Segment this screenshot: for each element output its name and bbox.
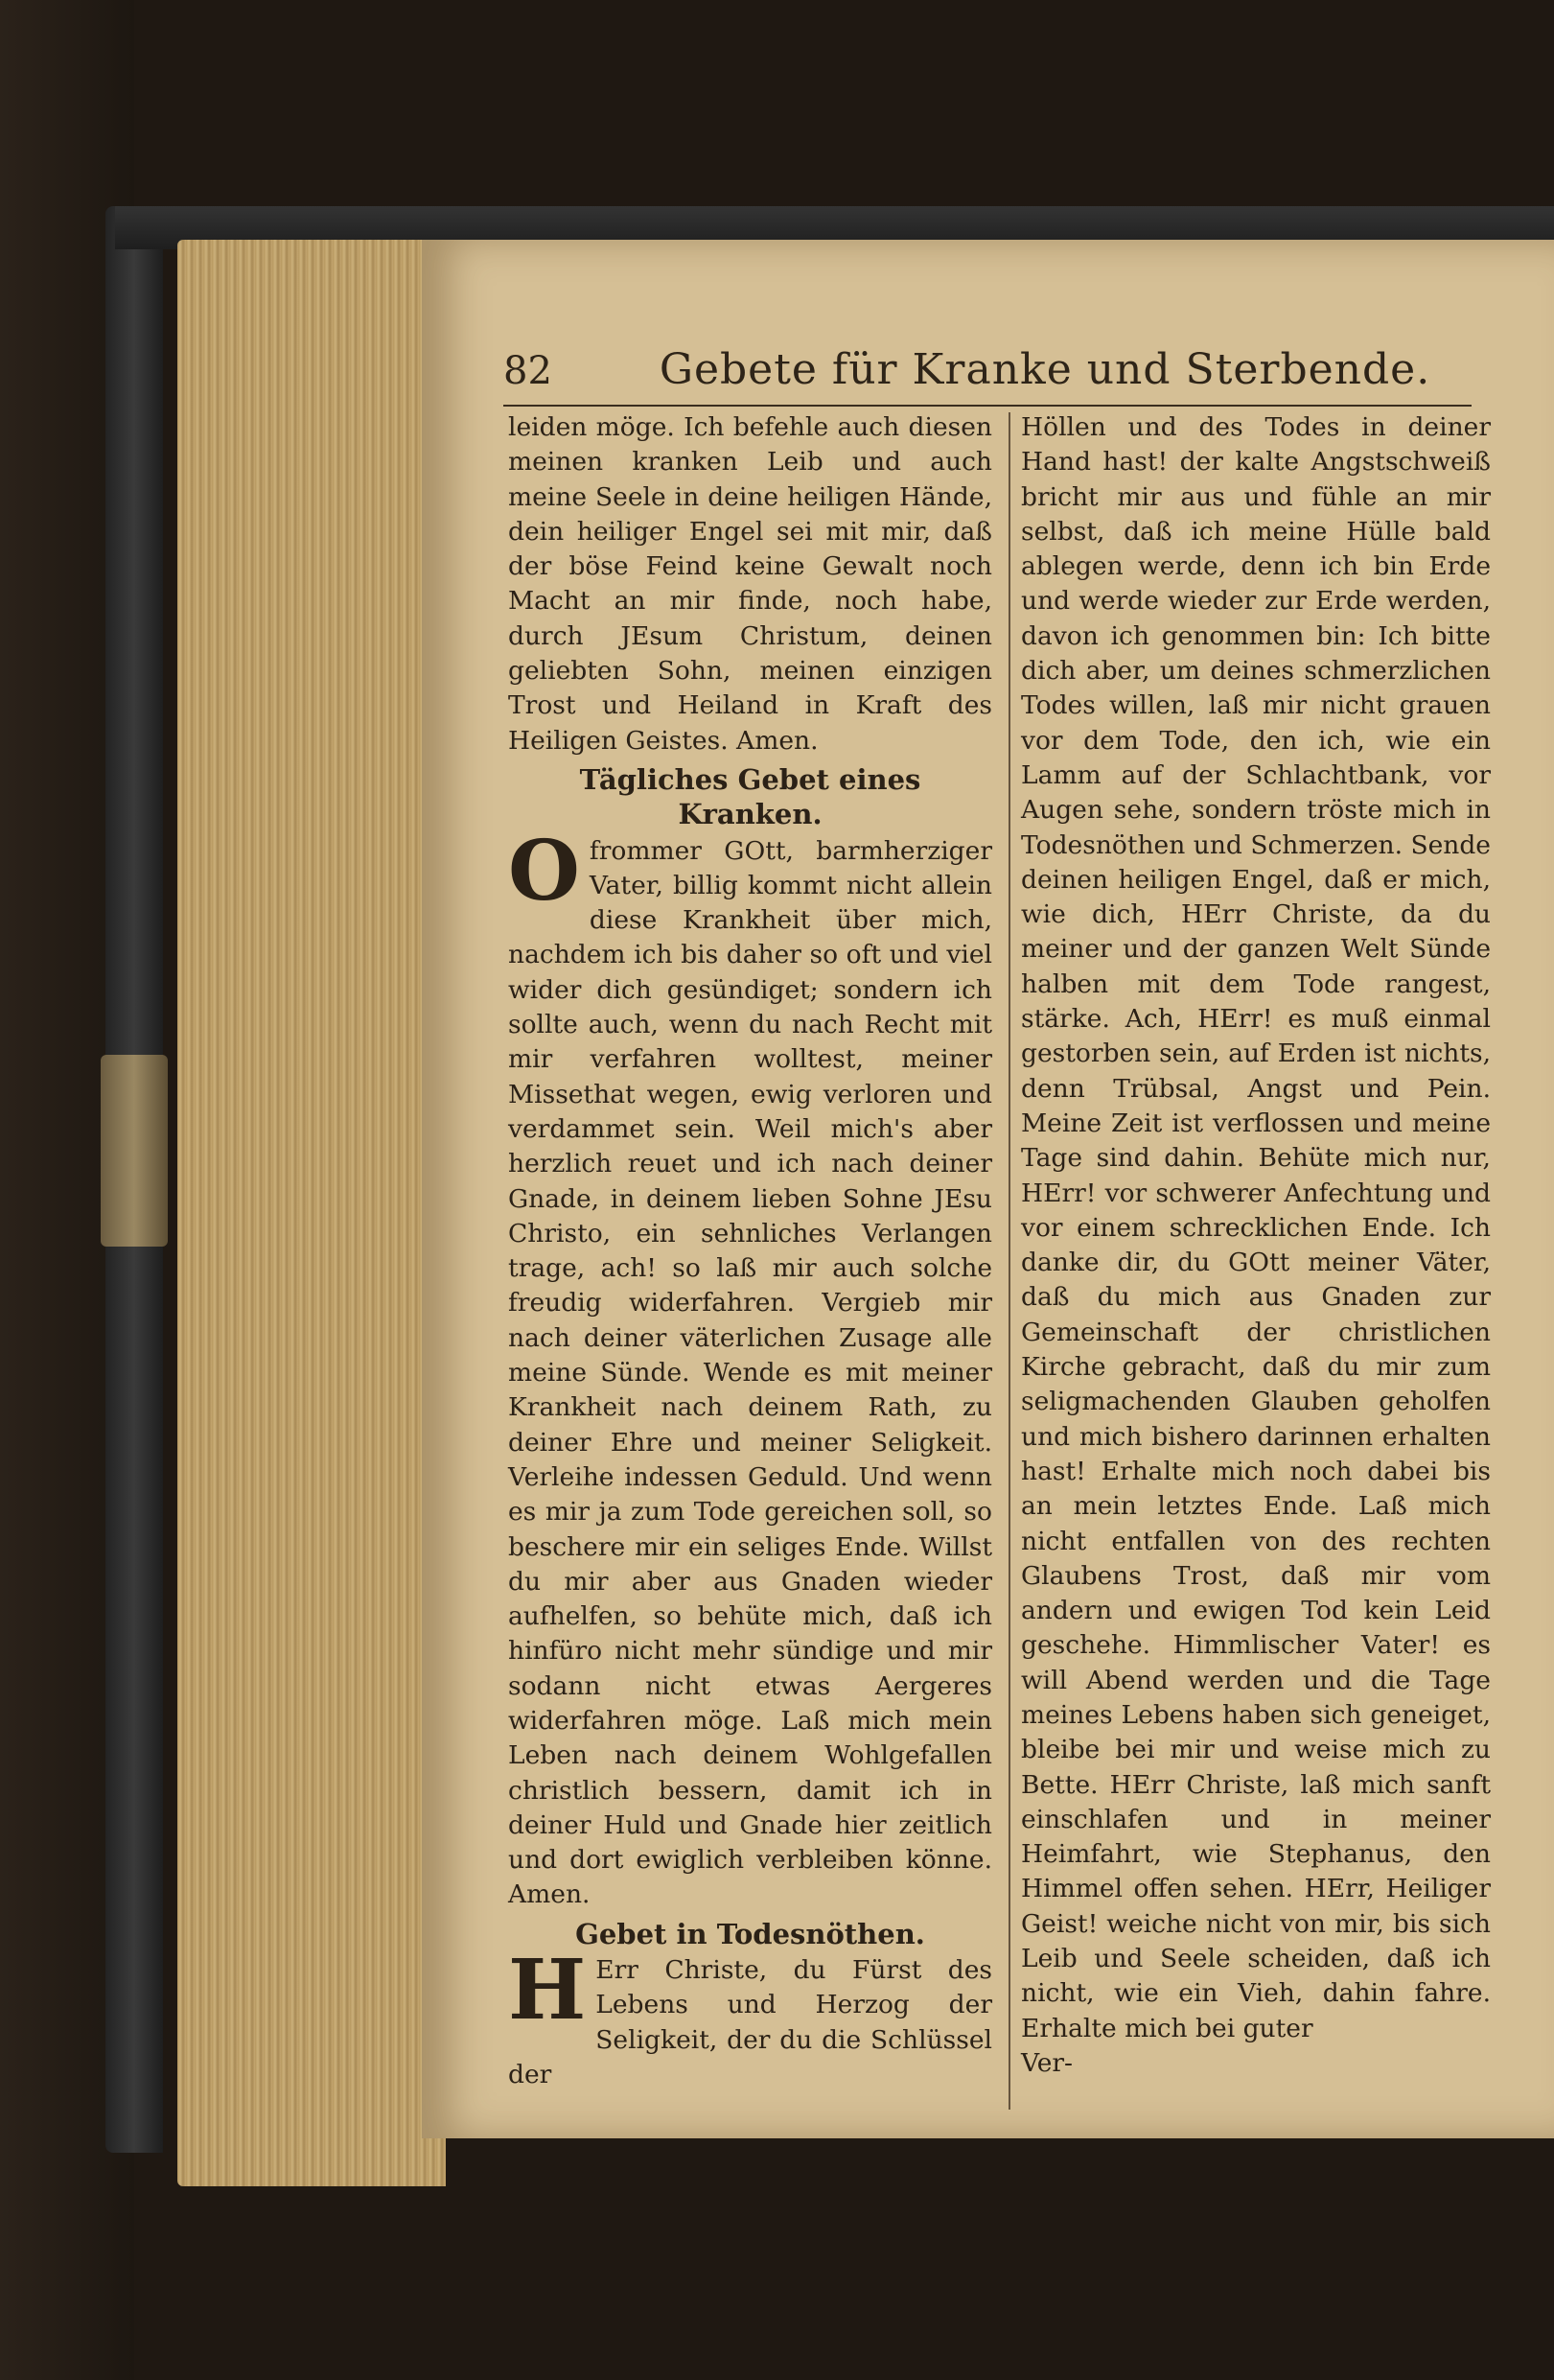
paragraph-text: Err Christe, du Fürst des Lebens und Herzog der Seligkeit, der du die Schlüssel der [508, 1955, 992, 2089]
left-column [508, 410, 992, 2092]
running-title: Gebete für Kranke und Sterbende. [659, 345, 1431, 394]
section-heading: Gebet in Todesnöthen. [575, 1917, 925, 1950]
drop-cap: H [508, 1942, 587, 2040]
page-number: 82 [503, 349, 552, 393]
page-edges [177, 240, 446, 2186]
section-heading: Tägliches Gebet eines Kranken. [579, 762, 921, 831]
paragraph: Höllen und des Todes in deiner Hand hast! der kalte Angstschweiß bricht mir aus und fühle an mir selbst, daß ich meine Hülle bald ablegen werde, denn ich bin Erde und werde wieder zur Erde werden, davon ich genommen bin: Ich bitte dich aber, um deines schmerzlichen Todes willen, laß mir nicht grauen vor dem Tode, den ich, wie ein Lamm auf der Schlachtbank, vor Augen sehe, sondern tröste mich in Todesnöthen und Schmerzen. Sende deinen heiligen Engel, daß er mich, wie dich, HErr Christe, da du meiner und der ganzen Welt Sünde halben mit dem Tode rangest, stärke. Ach, HErr! es muß einmal gestorben sein, auf Erden ist nichts, denn Trübsal, Angst und Pein. Meine Zeit ist verflossen und meine Tage sind dahin. Behüte mich nur, HErr! vor schwerer Anfechtung und vor einem schrecklichen Ende. Ich danke dir, du GOtt meiner Väter, daß du mich aus Gnaden zur Gemeinschaft der christlichen Kirche gebracht, daß du mir zum seligmachenden Glauben geholfen und mich bishero darinnen erhalten hast! Erhalte mich noch dabei bis an mein letztes Ende. Laß mich nicht entfallen von des rechten Glaubens Trost, daß mir vom andern und ewigen Tod kein Leid geschehe. Himmlischer Vater! es will Abend werden und die Tage meines Lebens haben sich geneiget, bleibe bei mir und weise mich zu Bette. HErr Christe, laß mich sanft einschlafen und in meiner Heimfahrt, wie Stephanus, den Himmel offen sehen. HErr, Heiliger Geist! weiche nicht von mir, bis sich Leib und Seele scheiden, daß ich nicht, wie ein Vieh, dahin fahre. Erhalte mich bei guter [1021, 412, 1491, 2043]
right-column [1021, 410, 1491, 2081]
column-divider [1009, 412, 1010, 2110]
brass-clasp [101, 1055, 168, 1247]
paragraph [508, 1942, 992, 2092]
catchword: Ver- [1021, 2047, 1074, 2078]
paragraph [508, 822, 992, 1913]
paragraph-text: frommer GOtt, barmherziger Vater, billig kommt nicht allein diese Krankheit über mich, nachdem ich bis daher so oft und viel wider dich gesündiget; sondern ich sollte auch, wenn du nach Recht mit mir verfahren wolltest, meiner Missethat wegen, ewig verloren und verdammet sein. Weil mich's aber herzlich reuet und ich nach deiner Gnade, in deinem lieben Sohne JEsu Christo, ein sehnliches Verlangen trage, ach! so laß mir auch solche freudig widerfahren. Vergieb mir nach deiner väterlichen Zusage alle meine Sünde. Wende es mit meiner Krankheit nach deinem Rath, zu deiner Ehre und meiner Seligkeit. Verleihe indessen Geduld. Und wenn es mir ja zum Tode gereichen soll, so beschere mir ein seliges Ende. Willst du mir aber aus Gnaden wieder aufhelfen, so behüte mich, daß ich hinfüro nicht mehr sündige und mir sodann nicht etwas Aergeres widerfahren möge. Laß mich mein Leben nach deinem Wohlgefallen christlich bessern, damit ich in deiner Huld und Gnade hier zeitlich und dort ewiglich verbleiben könne. Amen. [508, 835, 992, 1910]
page-header [503, 345, 1472, 407]
drop-cap: O [508, 822, 580, 920]
paragraph: leiden möge. Ich befehle auch diesen meinen kranken Leib und auch meine Seele in deine heiligen Hände, dein heiliger Engel sei mit mir, daß der böse Feind keine Gewalt noch Macht an mir finde, noch habe, durch JEsum Christum, deinen geliebten Sohn, meinen einzigen Trost und Heiland in Kraft des Heiligen Geistes. Amen. [508, 412, 992, 756]
